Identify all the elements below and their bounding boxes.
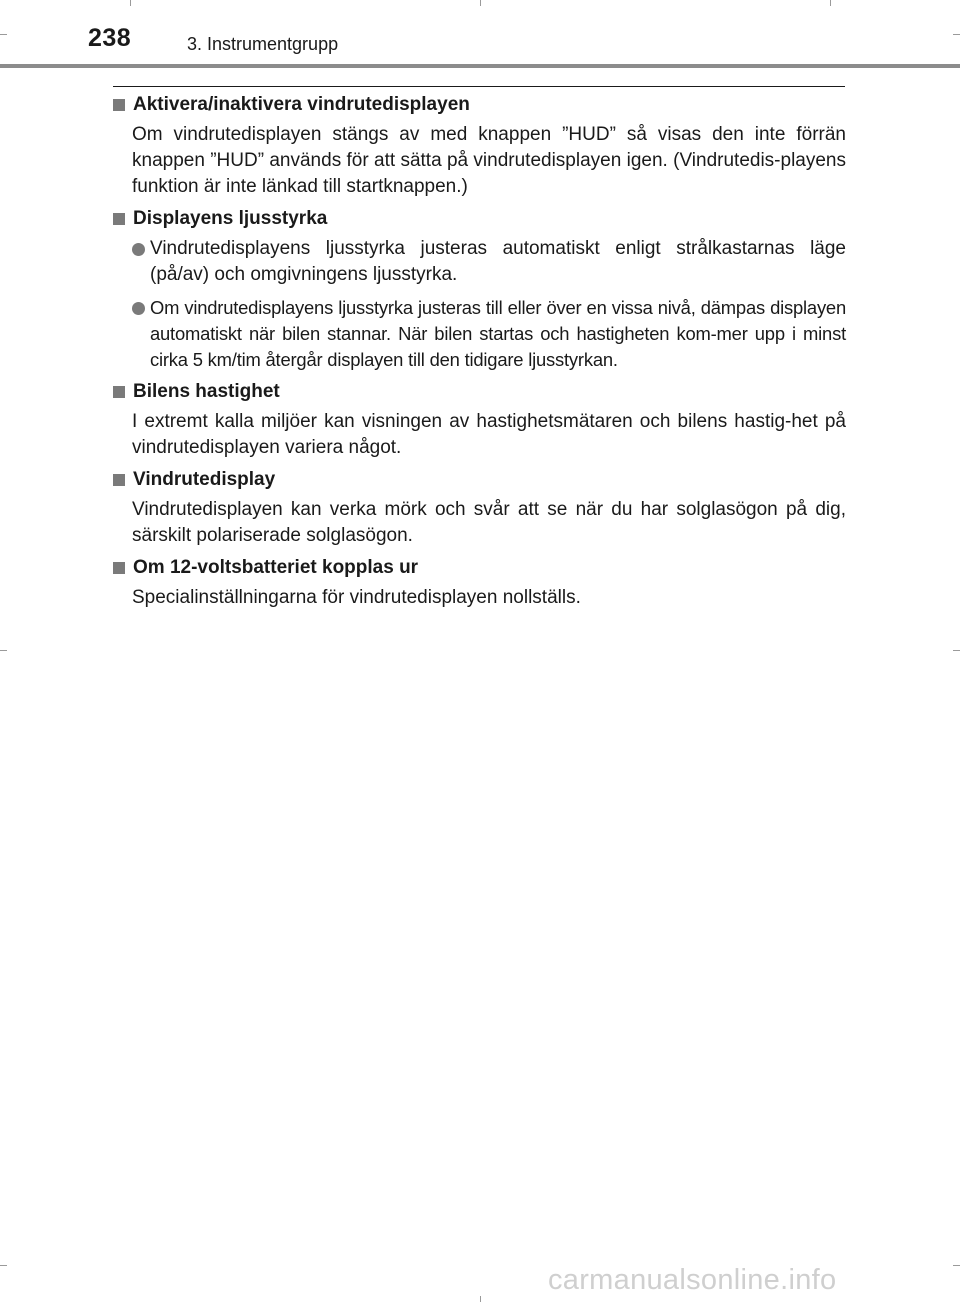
section-heading-text: Vindrutedisplay [133, 469, 276, 490]
section-heading-text: Bilens hastighet [133, 381, 280, 402]
square-bullet-icon [113, 99, 125, 111]
section-heading-text: Aktivera/inaktivera vindrutedisplayen [133, 94, 470, 115]
bullet-item [132, 236, 846, 288]
bullet-text: Om vindrutedisplayens ljusstyrka justeras till eller över en vissa nivå, dämpas displayen automatiskt när bilen stannar. När bilen startas och hastigheten kom-mer upp i minst cirka 5 km/tim återgår displayen till den tidigare ljusstyrkan. [150, 297, 846, 370]
crop-mark [480, 1296, 481, 1302]
section-activate-hud [112, 93, 846, 200]
section-battery-disconnect [112, 556, 846, 611]
circle-bullet-icon [132, 243, 145, 256]
square-bullet-icon [113, 213, 125, 225]
chapter-title: 3. Instrumentgrupp [187, 34, 339, 54]
section-text: I extremt kalla miljöer kan visningen av hastighetsmätaren och bilens hastig-het på vindrutedisplayen variera något. [132, 411, 846, 458]
section-heading [112, 556, 846, 580]
content-divider [113, 86, 845, 87]
square-bullet-icon [113, 474, 125, 486]
section-brightness [112, 207, 846, 373]
circle-bullet-icon [132, 302, 145, 315]
square-bullet-icon [113, 562, 125, 574]
section-heading [112, 93, 846, 117]
section-vehicle-speed [112, 380, 846, 461]
bullet-item [132, 295, 846, 373]
section-heading [112, 468, 846, 492]
watermark: carmanualsonline.info [548, 1264, 837, 1296]
crop-mark [953, 650, 960, 651]
section-text: Specialinställningarna för vindrutedisplayen nollställs. [132, 587, 581, 608]
section-heading-text: Displayens ljusstyrka [133, 208, 328, 229]
bullet-text: Vindrutedisplayens ljusstyrka justeras automatiskt enligt strålkastarnas läge (på/av) och omgivningens ljusstyrka. [150, 238, 846, 285]
section-heading [112, 207, 846, 231]
square-bullet-icon [113, 386, 125, 398]
section-text: Vindrutedisplayen kan verka mörk och svår att se när du har solglasögon på dig, särskilt polariserade solglasögon. [132, 499, 846, 546]
page-header [0, 0, 960, 68]
crop-mark [0, 1265, 7, 1266]
crop-mark [0, 650, 7, 651]
section-heading [112, 380, 846, 404]
page-content [112, 93, 846, 618]
section-heading-text: Om 12-voltsbatteriet kopplas ur [133, 557, 419, 578]
page-number: 238 [88, 24, 132, 52]
crop-mark [953, 1265, 960, 1266]
section-windshield-display [112, 468, 846, 549]
section-text: Om vindrutedisplayen stängs av med knappen ”HUD” så visas den inte förrän knappen ”HUD” används för att sätta på vindrutedisplayen igen. (Vindrutedis-playens funktion är inte länkad till startknappen.) [132, 124, 846, 197]
header-divider [0, 64, 960, 68]
